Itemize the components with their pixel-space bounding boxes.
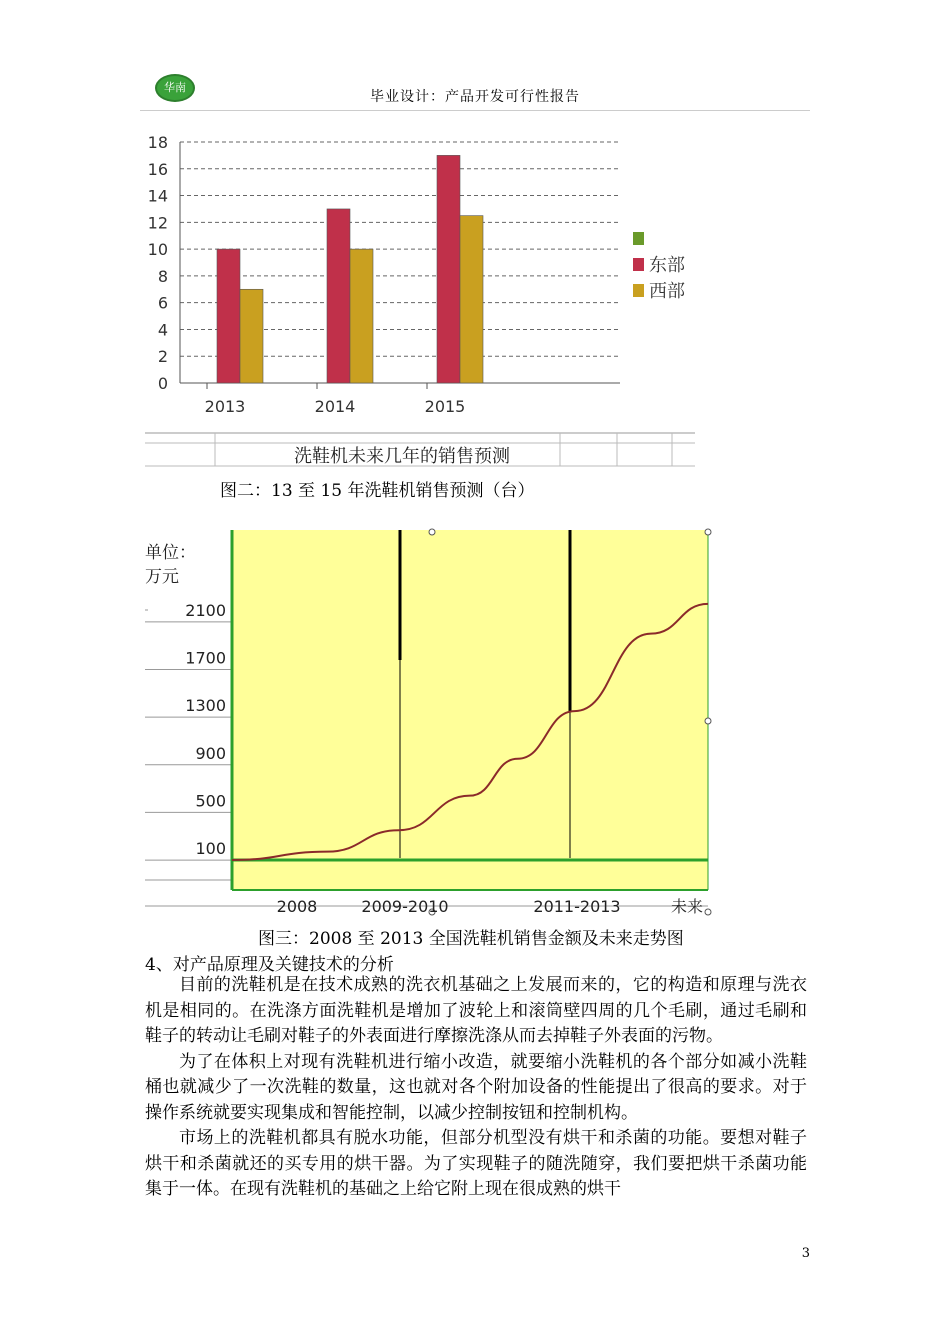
bar xyxy=(327,209,350,383)
figure2-caption: 图二：13 至 15 年洗鞋机销售预测（台） xyxy=(220,481,535,501)
y-tick-label: 2 xyxy=(157,347,168,367)
y-tick-label: 100 xyxy=(195,839,226,859)
x-tick-label: 2011-2013 xyxy=(533,897,621,916)
bar xyxy=(350,249,373,383)
bar-chart-data-table xyxy=(145,433,695,467)
bar-chart-y-ticks xyxy=(148,133,168,393)
y-tick-label: 16 xyxy=(147,159,168,179)
y-tick-label: 2100 xyxy=(185,600,226,620)
y-tick-label: 0 xyxy=(157,374,168,393)
line-chart-plot-area xyxy=(232,530,708,890)
x-tick-label: 2014 xyxy=(314,397,356,416)
y-tick-label: 900 xyxy=(195,743,226,763)
y-tick-label: 8 xyxy=(157,266,168,286)
header-rule xyxy=(140,110,810,111)
paragraph-3: 市场上的洗鞋机都具有脱水功能，但部分机型没有烘干和杀菌的功能。要想对鞋子烘干和杀菌就还的买专用的烘干器。为了实现鞋子的随洗随穿，我们要把烘干杀菌功能集于一体。在现有洗鞋机的基础之上给它附上现在很成熟的烘干 xyxy=(145,1128,807,1199)
legend-swatch xyxy=(633,258,644,271)
line-chart-y-unit-1: 单位： xyxy=(145,543,196,563)
y-tick-label: 500 xyxy=(195,791,226,811)
line-chart-y-ticks xyxy=(185,601,226,858)
y-tick-label: 1300 xyxy=(185,696,226,716)
bar xyxy=(240,289,263,383)
page-number: 3 xyxy=(801,1246,810,1261)
bar-chart-x-ticks xyxy=(205,383,466,416)
bar xyxy=(460,216,483,383)
legend-swatch xyxy=(633,284,644,297)
y-tick-label: 1700 xyxy=(185,648,226,668)
line-chart-y-unit-2: 万元 xyxy=(145,567,179,587)
logo: 华南 xyxy=(155,74,195,102)
section-title: 4、对产品原理及关键技术的分析 xyxy=(145,955,394,975)
bar-chart-bars xyxy=(217,155,483,383)
handle-mid-right xyxy=(705,718,711,724)
body-text xyxy=(145,973,807,1203)
page-header-title: 毕业设计：产品开发可行性报告 xyxy=(370,89,580,105)
y-tick-label: 10 xyxy=(147,240,168,260)
line-chart xyxy=(140,526,715,918)
x-tick-label: 2009-2010 xyxy=(361,897,449,916)
y-tick-label: 14 xyxy=(147,186,168,206)
figure3-caption: 图三：2008 至 2013 全国洗鞋机销售金额及未来走势图 xyxy=(258,929,684,949)
paragraph-1: 目前的洗鞋机是在技术成熟的洗衣机基础之上发展而来的，它的构造和原理与洗衣机是相同的。在洗涤方面洗鞋机是增加了波轮上和滚筒壁四周的几个毛刷，通过毛刷和鞋子的转动让毛刷对鞋子的外表面进行摩擦洗涤从而去掉鞋子外表面的污物。 xyxy=(145,975,807,1046)
handle-bottom-right xyxy=(705,909,711,915)
handle-top-left xyxy=(429,529,435,535)
handle-top-right xyxy=(705,529,711,535)
x-tick-label: 2013 xyxy=(204,397,246,416)
paragraph-2: 为了在体积上对现有洗鞋机进行缩小改造，就要缩小洗鞋机的各个部分如减小洗鞋桶也就减少了一次洗鞋的数量，这也就对各个附加设备的性能提出了很高的要求。对于操作系统就要实现集成和智能控制，以减少控制按钮和控制机构。 xyxy=(145,1051,807,1123)
bar-chart-table-title: 洗鞋机未来几年的销售预测 xyxy=(294,446,510,467)
legend-swatch xyxy=(633,232,644,245)
x-tick-label: 未来 xyxy=(670,897,704,916)
y-tick-label: 18 xyxy=(147,133,168,152)
legend-label: 西部 xyxy=(649,281,685,302)
legend-label: 东部 xyxy=(649,255,685,276)
x-tick-label: 2015 xyxy=(424,397,466,416)
bar xyxy=(217,249,240,383)
y-tick-label: 6 xyxy=(157,293,168,313)
bar-chart xyxy=(140,128,700,473)
y-tick-label: 4 xyxy=(157,320,168,340)
x-tick-label: 2008 xyxy=(276,897,318,916)
bar xyxy=(437,155,460,383)
bar-chart-legend xyxy=(633,232,685,302)
y-tick-label: 12 xyxy=(147,213,168,233)
